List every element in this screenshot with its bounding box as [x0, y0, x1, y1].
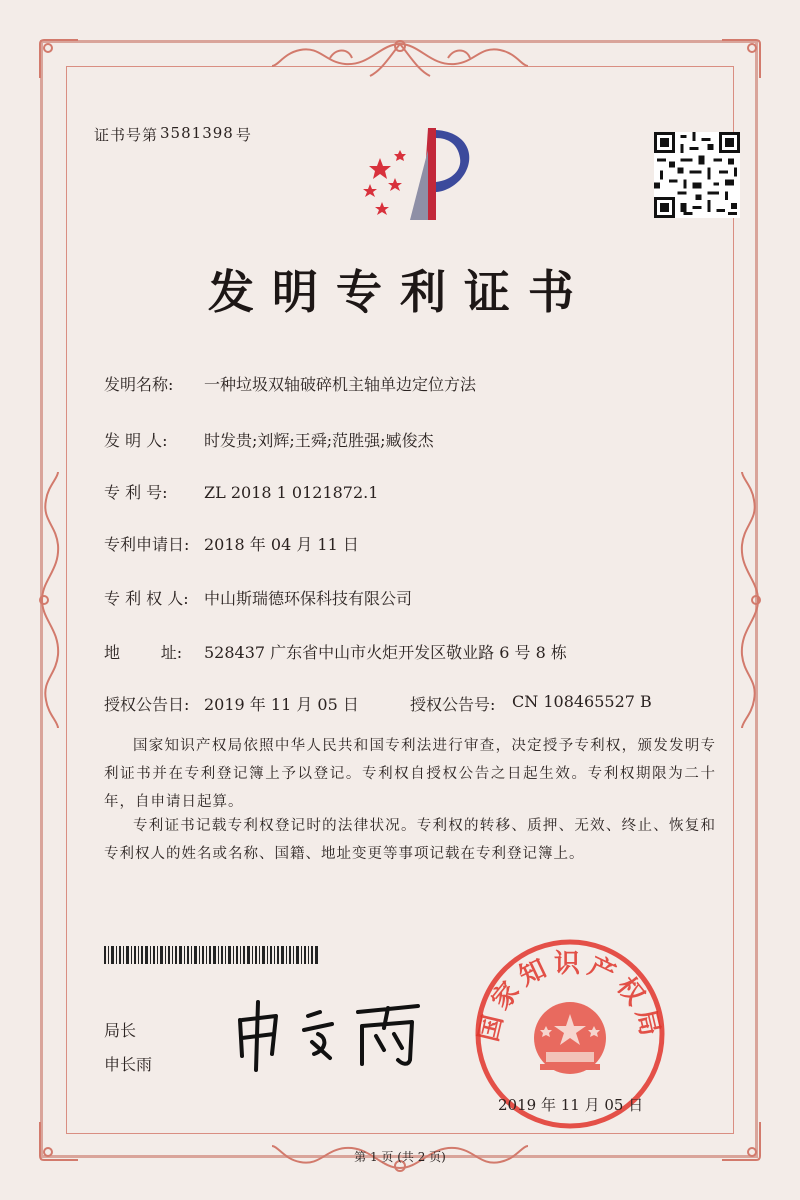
certificate-number-value: 3581398: [160, 124, 234, 142]
grant-statement-paragraph: 国家知识产权局依照中华人民共和国专利法进行审查，决定授予专利权，颁发发明专利证书并在专利登记簿上予以登记。专利权自授权公告之日起生效。专利权期限为二十年，自申请日起算。: [104, 738, 716, 810]
field-application-date: [104, 532, 359, 555]
field-label: 专利申请日:: [104, 535, 190, 554]
certificate-number-suffix: 号: [235, 126, 252, 144]
field-value: 528437 广东省中山市火炬开发区敬业路 6 号 8 栋: [204, 643, 567, 662]
field-label: 发 明 人:: [104, 431, 168, 450]
issue-date: 2019 年 11 月 05 日: [498, 1096, 644, 1114]
top-ornament: [270, 36, 530, 86]
corner-ornament-tr: [716, 34, 766, 84]
right-ornament: [736, 470, 766, 730]
field-grant-pub-number: [410, 692, 652, 715]
left-ornament: [34, 470, 64, 730]
field-invention-name: [104, 372, 476, 395]
qr-code-icon: [654, 132, 740, 218]
document-title: 发明专利证书: [208, 265, 592, 319]
certificate-number-label: 证书号第: [94, 126, 159, 144]
legal-status-paragraph: 专利证书记载专利权登记时的法律状况。专利权的转移、质押、无效、终止、恢复和专利权人的姓名或名称、国籍、地址变更等事项记载在专利登记簿上。: [104, 818, 716, 862]
field-value: 2019 年 11 月 05 日: [204, 695, 359, 714]
field-value: 2018 年 04 月 11 日: [204, 535, 359, 554]
field-value: 一种垃圾双轴破碎机主轴单边定位方法: [204, 375, 477, 394]
field-value: CN 108465527 B: [512, 692, 652, 711]
field-patentee: [104, 586, 412, 609]
field-label: 地 址:: [104, 643, 183, 662]
field-label: 授权公告号:: [410, 695, 496, 714]
field-grant-pub-date: [104, 692, 359, 715]
field-label: 授权公告日:: [104, 695, 190, 714]
page-indicator: 第 1 页 (共 2 页): [354, 1150, 446, 1164]
signatory-name: 申长雨: [104, 1055, 153, 1074]
field-value: ZL 2018 1 0121872.1: [204, 483, 379, 502]
patent-office-emblem-icon: [340, 120, 490, 230]
handwritten-signature: [228, 994, 428, 1074]
signatory-title: 局长: [104, 1021, 137, 1040]
barcode-icon: [104, 946, 318, 964]
svg-text:国家知识产权局: 国家知识产权局: [473, 949, 667, 1045]
field-address: [104, 640, 567, 663]
corner-ornament-tl: [34, 34, 84, 84]
field-label: 发明名称:: [104, 375, 174, 394]
field-value: 时发贵;刘辉;王舜;范胜强;臧俊杰: [204, 431, 434, 450]
field-value: 中山斯瑞德环保科技有限公司: [204, 589, 413, 608]
field-patent-number: [104, 480, 378, 503]
certificate-number: [94, 124, 252, 145]
field-inventors: [104, 428, 434, 451]
field-label: 专 利 权 人:: [104, 589, 189, 608]
field-label: 专 利 号:: [104, 483, 168, 502]
